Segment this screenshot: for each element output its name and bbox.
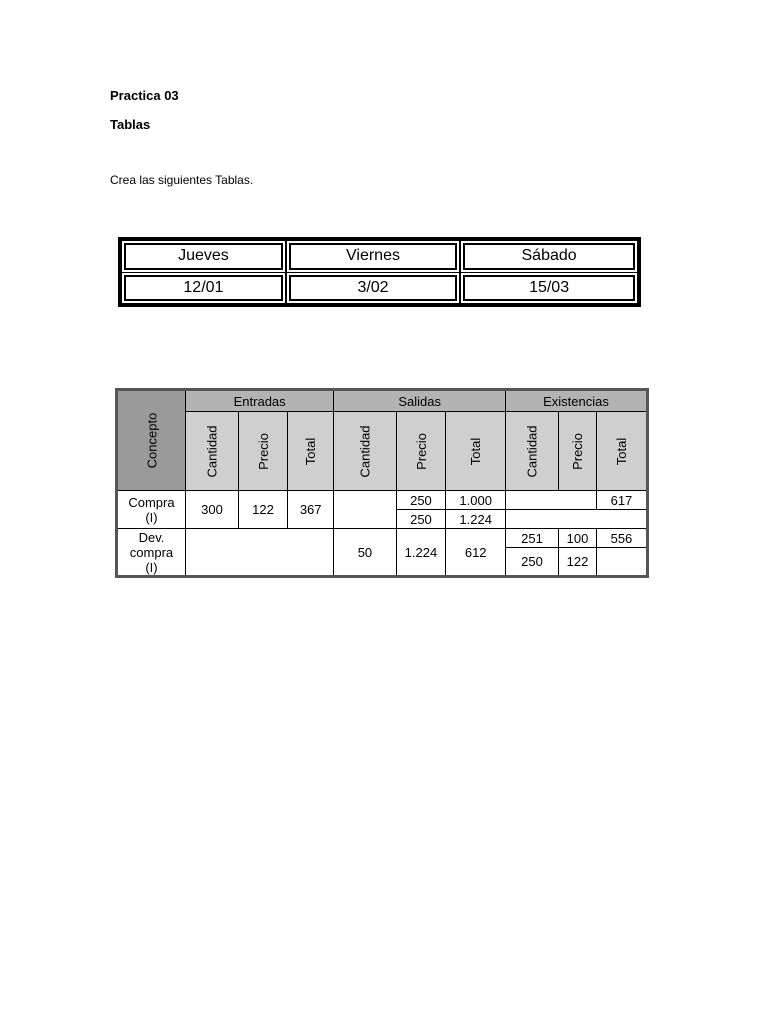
date-cell: 12/01 (124, 275, 283, 302)
page-title: Practica 03 (110, 88, 179, 103)
table-row (117, 491, 648, 510)
concepto-header: Concepto (117, 390, 186, 491)
inventory-table (115, 388, 649, 578)
existencias-header: Existencias (506, 390, 648, 412)
compra-sal-precio-2: 250 (396, 510, 446, 529)
compra-ent-cantidad: 300 (185, 491, 238, 529)
compra-label: Compra (I) (117, 491, 186, 529)
compra-exi-blank (506, 491, 597, 510)
entradas-total-header: Total (287, 412, 333, 491)
existencias-precio-header: Precio (559, 412, 597, 491)
compra-sal-precio-1: 250 (396, 491, 446, 510)
devcompra-label: Dev. compra (I) (117, 529, 186, 577)
devcompra-exi-total-2 (596, 548, 647, 577)
day-cell: Jueves (124, 243, 283, 270)
devcompra-exi-cantidad-2: 250 (506, 548, 559, 577)
devcompra-sal-cantidad: 50 (334, 529, 396, 577)
devcompra-exi-total-1: 556 (596, 529, 647, 548)
existencias-total-header: Total (596, 412, 647, 491)
entradas-precio-header: Precio (239, 412, 288, 491)
days-header-row (124, 243, 635, 270)
entradas-cantidad-header: Cantidad (185, 412, 238, 491)
days-table (118, 237, 641, 307)
instruction-text: Crea las siguientes Tablas. (110, 173, 254, 187)
devcompra-sal-precio: 1.224 (396, 529, 446, 577)
devcompra-exi-precio-1: 100 (559, 529, 597, 548)
compra-ent-total: 367 (287, 491, 333, 529)
compra-ent-precio: 122 (239, 491, 288, 529)
table-row (117, 529, 648, 548)
devcompra-exi-precio-2: 122 (559, 548, 597, 577)
devcompra-sal-total: 612 (446, 529, 506, 577)
day-cell: Sábado (463, 243, 635, 270)
devcompra-exi-cantidad-1: 251 (506, 529, 559, 548)
salidas-precio-header: Precio (396, 412, 446, 491)
date-cell: 3/02 (289, 275, 457, 302)
devcompra-ent-blank (185, 529, 333, 577)
compra-sal-cantidad (334, 491, 396, 529)
salidas-cantidad-header: Cantidad (334, 412, 396, 491)
compra-sal-total-2: 1.224 (446, 510, 506, 529)
salidas-header: Salidas (334, 390, 506, 412)
date-cell: 15/03 (463, 275, 635, 302)
dates-row (124, 275, 635, 302)
salidas-total-header: Total (446, 412, 506, 491)
compra-exi-total-1: 617 (596, 491, 647, 510)
entradas-header: Entradas (185, 390, 333, 412)
compra-sal-total-1: 1.000 (446, 491, 506, 510)
day-cell: Viernes (289, 243, 457, 270)
compra-exi-blank-2 (506, 510, 648, 529)
page-subtitle: Tablas (110, 117, 151, 132)
existencias-cantidad-header: Cantidad (506, 412, 559, 491)
